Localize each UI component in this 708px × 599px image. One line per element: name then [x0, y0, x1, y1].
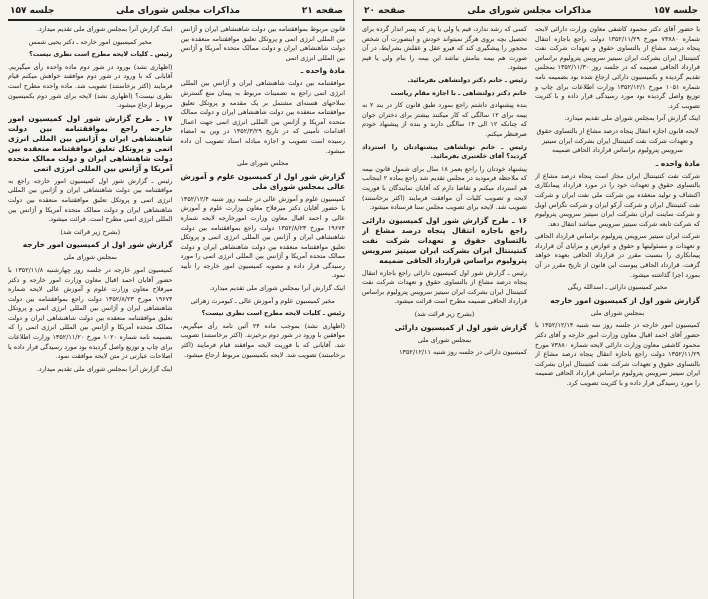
- paragraph: بنده پیشنهادی داشتم راجع بمورد طبق قانون کار در بند ۲ نه بیمه برای ۱۲ سالگی که کار میکنند بیشتر برای دختران جوان که چنانکه ۱۲ الی ۱۴ سالگی دارند و بنده از پیشنهاد خودم صرفنظر میکنم.: [362, 101, 527, 138]
- centered-line: بمجلس شورای ملی: [417, 335, 472, 344]
- paragraph: کمیسیون امور خارجه در جلسه روز سه شنبه ۱۳۵۲/۱۲/۱۴ با حضور آقای احمد اقبال معاون وزارت امور خارجه و آقای دکتر محمود کاشفی معاون وزارت دارائی لایحه شماره ۷۳۸۸۰ مورخ ۱۳۵۲/۱۱/۲۹ دولت راجع باجازه انتقال پنجاه درصد مشاع از بالتساوی حقوق و تعهدات شرکت نفت کنتیننتال ایران بشرکت ایران سیتیز سرویس پترولیوم براساس قرارداد الحاقی ضمیمه را مورد رسیدگی قرار داده و با کثریت تصویب کرد.: [535, 321, 700, 387]
- right-page: [354, 0, 708, 599]
- paragraph: کمیسیون دارائی در جلسه روز شنبه ۱۳۵۲/۱۲/۱۱: [399, 348, 527, 357]
- paragraph: موافقتنامه بین دولت شاهنشاهی ایران و آژانس بین المللی انرژی اتمی راجع به تضمینات مربوط به پیمان منع گسترش سلاحهای هسته‌ای مشتمل بر یک مقدمه و پروتکل تعلیق موافقتنامه منعقده بین دولت شاهنشاهی ایران و دولت ممالک متحده آمریکا و آژانس بین المللی انرژی اتمی جهت اعمال اقدامات تأمینی که در تاریخ ۱۳۵۲/۳/۲۹ در وین به امضاء رسیده است تصویب و اجازه مبادله اسناد تصویب آن داده میشود.: [180, 79, 345, 155]
- paragraph: اینک گزارش آنرا بمجلس شورای ملی تقدیم میدارد.: [564, 114, 700, 123]
- section-heading: گزارش شور اول از کمیسیون امور خارجه: [550, 295, 700, 305]
- centered-line: (بشرح زیر قرائت شد): [414, 310, 475, 319]
- centered-line: مخبر کمیسیون دارائی ـ اسدالله ریگی: [567, 283, 668, 292]
- centered-line: بمجلس شورای ملی: [590, 308, 645, 317]
- paragraph: پیشنهاد خودتان را راجع بعمر ۱۸ سال برای شمول قانون بیمه که ملاحظه فرمودید در مجلس تقدیم شد راجع بماده ۲ اینجانب هم استرداد میکنم و تقاضا دارم که آقایان نمایندگان با فوریت لایحه و تصویب کلیات آن موافقت فرمایند (اکثر برخاستند) تصویب شد. لایحه برای تصویب مجلس سنا فرستاده میشود.: [362, 164, 527, 212]
- header-title: مذاکرات مجلس شورای ملی: [467, 6, 592, 16]
- page-number: صفحه ۲۰: [364, 6, 406, 16]
- section-heading: مادهٔ واحده ـ: [655, 158, 700, 168]
- centered-line: لایحه قانون اجازه انتقال پنجاه درصد مشاع از بالتساوی حقوق و تعهدات شرکت نفت کنتیننتال ایران بشرکت ایران سیتیز سرویس پترولیوم براساس قرارداد الحاقی ضمیمه: [536, 126, 699, 155]
- centered-line: مخبر کمیسیون علوم و آموزش عالی ـ کیومرث زهرائی: [190, 296, 335, 305]
- paragraph: شرکت ایران سیتیز سرویس پترولیوم براساس قرارداد الحاقی و تعهدات و مسئولیتها و حقوق و عوارض و مزایای آن قرارداد پیمانکاری را بنسبت مقرر در قرارداد الحاقی بعهده خواهد گرفت. قرارداد الحاقی پیوست این قانون از تاریخ مقرر در آن بمورد اجرا گذاشته میشود.: [535, 232, 700, 279]
- session-number: جلسه ۱۵۷: [10, 6, 55, 16]
- page-header: [362, 4, 700, 21]
- header-title: مذاکرات مجلس شورای ملی: [116, 6, 241, 16]
- centered-line: مخبر کمیسیون امور خارجه ـ دکتر یحیی شمس: [28, 37, 152, 46]
- section-heading: ۱۷ ـ طرح گزارش شور اول کمیسیون امور خارجه راجع بموافقتنامه بین دولت شاهنشاهی ایران و آژانس بین المللی انرژی اتمی و پروتکل تعلیق موافقتنامه منعقده بین دولت شاهنشاهی ایران و دولت ممالک متحده آمریکا و آژانس بین المللی انرژی اتمی: [8, 113, 173, 173]
- paragraph: رئیس ـ خانم توتلشاهی پیشنهادتان را استرداد کردید؟ آقای خلعتبری بفرمائید.: [362, 142, 527, 161]
- page-number: صفحه ۲۱: [301, 6, 343, 16]
- page-header: [8, 4, 345, 21]
- section-heading: گزارش شور اول از کمیسیون امور خارجه: [22, 240, 173, 250]
- paragraph: اینک گزارش آنرا بمجلس شورای ملی تقدیم میدارد.: [209, 284, 345, 293]
- section-heading: گزارش شور اول از کمیسیون علوم و آموزش عالی بمجلس شورای ملی: [180, 171, 345, 191]
- paragraph: اینک گزارش آنرا بمجلس شورای ملی تقدیم میدارد.: [36, 364, 173, 373]
- outer-column: [362, 25, 527, 599]
- paragraph: (اظهاری نشد) بورود در شور دوم ماده واحده رأی میگیریم. آقایانی که با ورود در شور دوم موافقند خواهش میکنم قیام فرمایند (اکثر برخاستند) تصویب شد. ماده واحده مطرح است نظری نیست؟ (اظهاری نشد) لایحه برای شور دوم بکمیسیون مربوط ارجاع میشود.: [8, 62, 173, 110]
- paragraph: رئیس ـ کلیات لایحه مطرح است نظری نیست؟: [29, 50, 173, 59]
- paragraph: کمیسیون علوم و آموزش عالی در جلسه روز شنبه ۱۳۵۲/۱۲/۴ با حضور آقایان دکتر میرفلاح معاون وزارت علوم و آموزش عالی و احمد اقبال معاون وزارت امورخارجه لایحه شماره ۱۹۶۷۴ مورخ ۱۳۵۲/۸/۲۳ دولت راجع بموافقتنامه بین دولت شاهنشاهی ایران و آژانس بین المللی انرژی اتمی و پروتکل تعلیق موافقتنامه منعقده بین دولت شاهنشاهی ایران و دولت ممالک متحده آمریکا و آژانس بین المللی انرژی اتمی را مورد رسیدگی قرار داده و مصوبه کمیسیون امور خارجه را تأیید نمود.: [180, 194, 345, 280]
- paragraph: (اظهاری نشد) بموجب ماده ۲۴ آئین نامه رأی میگیریم، موافقین با ورود در شور دوم برخیزند. (اکثر برخاستند) تصویب شد. آقایانی که با فوریت لایحه موافقند قیام فرمایند (اکثر برخاستند) تصویب شد. لایحه بکمیسیون مربوط ارجاع میشود.: [180, 321, 345, 359]
- paragraph: اینک گزارش آنرا بمجلس شورای ملی تقدیم میدارد.: [36, 25, 173, 33]
- paragraph: کسی که رشد ندارد، قیم یا ولی یا پدر که پسر اندار گرده برای تحصیل بچه بروی هرگز نمیتواند خودش و اینصورت آن شخص محجور را پیشگیری کند که فیرو عقل و عقلش بشرایط، در آن صورت هم بیمه بنامش نباشد این بیمه را بنام ولی یا قیم میشود.: [362, 25, 527, 72]
- section-heading: مادهٔ واحده ـ: [300, 66, 345, 76]
- section-heading: ۱۶ ـ طرح گزارش شور اول کمیسیون دارائی راجع باجازه انتقال پنجاه درصد مشاع از بالتساوی حقوق و تعهدات شرکت نفت کنتیننتال ایران بشرکت ایران سیتیز سرویس پترولیوم براساس قرارداد الحاقی ضمیمه: [362, 215, 527, 265]
- centered-line: مجلس شورای ملی: [237, 159, 289, 168]
- inner-column: [535, 25, 700, 599]
- paragraph: شرکت نفت کنتیننتال ایران مجاز است پنجاه درصد مشاع از بالتساوی حقوق و تعهدات خود را در مورد قرارداد پیمانکاری اکتشاف و تولید منعقده بین شرکت ملی نفت ایران و شرکت نفت کنتیننتال ایران و شرکت آرکو ایران و شرکت تگزاس اویل و شرکت ساینت ایران بشرکت ایران سیتیز سرویس پترولیوم که شرکت تابعه شرکت سیتیز سرویس میباشد انتقال دهد.: [535, 171, 700, 228]
- paragraph: رئیس ـ گزارش شور اول کمیسیون دارائی راجع باجازه انتقال پنجاه درصد مشاع از بالتساوی حقوق و تعهدات شرکت نفت کنتیننتال ایران بشرکت ایران سیتیز سرویس پترولیوم براساس قرارداد الحاقی ضمیمه مطرح است قرائت میشود.: [362, 268, 527, 306]
- paragraph: رئیس ـ گزارش شور اول کمیسیون امور خارجه راجع به موافقتنامه بین دولت شاهنشاهی ایران و آژانس بین المللی انرژی اتمی و پروتکل تعلیق موافقتنامه منعقده بین دولت شاهنشاهی ایران و دولت ممالک متحده آمریکا و آژانس بین المللی انرژی اتمی مطرح است. قرائت میشود.: [8, 176, 173, 224]
- paragraph: قانون مربوط بموافقتنامه بین دولت شاهنشاهی ایران و آژانس بین المللی انرژی اتمی و پروتکل تعلیق موافقتنامه منعقده بین دولت شاهنشاهی ایران و دولت ممالک متحده آمریکا و آژانس بین المللی انرژی اتمی: [180, 25, 345, 62]
- centered-line: (بشرح زیر قرائت شد): [60, 227, 121, 236]
- paragraph: با حضور آقای دکتر محمود کاشفی معاون وزارت دارائی لایحه شماره ۷۳۸۸۰ مورخ ۱۳۵۲/۱۱/۲۹ دولت راجع باجازه انتقال پنجاه درصد مشاع از بالتساوی حقوق و تعهدات شرکت نفت کنتیننتال ایران بشرکت ایران سیتیز سرویس پترولیوم براساس قرارداد الحاقی ضمیمه که در جلسه روز ۱۳۵۲/۱۱/۳۰ بمجلس تقدیم گردیده و بکمیسیون دارائی ارجاع شده بود بضمیمه نامه شماره ۱۰۵۱ مورخ ۱۳۵۲/۱۲/۱ وزارت اطلاعات برای چاپ و توزیع واصل گردیده بود مورد رسیدگی قرار داده و با کثریت تصویب کرد.: [535, 25, 700, 110]
- section-heading: گزارش شور اول از کمیسیون دارائی: [394, 322, 527, 332]
- centered-line: بمجلس شورای ملی: [63, 253, 117, 262]
- paragraph: رئیس ـ خانم دکتر دولتشاهی بفرمائید.: [407, 75, 527, 84]
- inner-column: [8, 25, 173, 599]
- outer-column: [181, 25, 346, 599]
- paragraph: رئیس ـ کلیات لایحه مطرح است نظری نیست؟: [201, 309, 345, 318]
- session-number: جلسه ۱۵۷: [653, 6, 698, 16]
- paragraph: کمیسیون امور خارجه در جلسه روز چهارشنبه ۱۳۵۲/۱۱/۸ با حضور آقایان احمد اقبال معاون وزارت امور خارجه و دکتر میرفلاح معاون وزارت علوم و آموزش عالی لایحه شماره ۱۹۶۷۴ مورخ ۱۳۵۲/۸/۲۳ دولت راجع بموافقتنامه بین دولت شاهنشاهی ایران و آژانس بین المللی انرژی اتمی و پروتکل تعلیق موافقتنامه منعقده بین دولت شاهنشاهی ایران و دولت ممالک متحده آمریکا و آژانس بین المللی انرژی اتمی را که بضمیمه نامه شماره ۱۰۲۰ مورخ ۱۳۵۲/۱۱/۲۰ وزارت اطلاعات برای چاپ و توزیع واصل گردیده بود مورد رسیدگی قرار داده با اصلاحات عبارتی در متن لایحه موافقت نمود.: [8, 265, 173, 361]
- paragraph: خانم دکتر دولتشاهی ـ با اجازه مقام ریاست: [390, 88, 527, 97]
